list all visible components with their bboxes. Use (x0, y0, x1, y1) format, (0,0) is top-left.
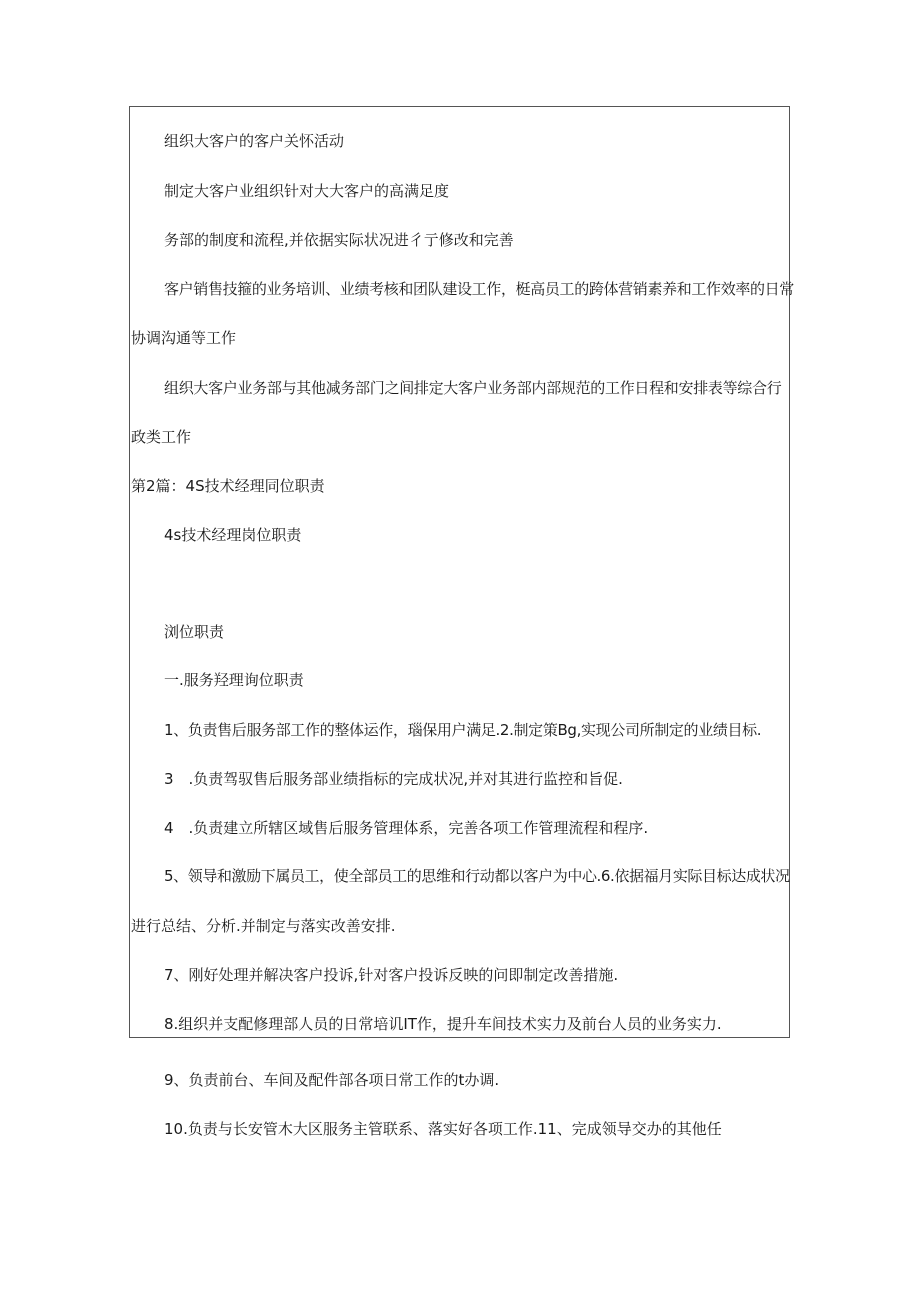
subheading: 浏位职责 (164, 623, 225, 641)
list-item: 9、负责前台、车间及配件部各项日常工作的t办调. (164, 1071, 500, 1089)
list-item: 10.负责与长安管木大区服务主管联系、落实好各项工作.11、完成领导交办的其他任 (164, 1120, 722, 1138)
paragraph-line: 务部的制度和流程,并依据实际状况进彳亍修改和完善 (164, 231, 514, 249)
list-item: 4 .负责建立所辖区域售后服务管理体系，完善各项工作管理流程和程序. (164, 819, 649, 837)
list-item: 7、刚好处理并解决客户投诉,针对客户投诉反映的问即制定改善措施. (164, 966, 619, 984)
list-item: 8.组织并支配修理部人员的日常培讥IT作，提升车间技术实力及前台人员的业务实力. (164, 1015, 722, 1033)
paragraph-line: 政类工作 (131, 428, 192, 446)
paragraph-line: 组织大客户的客户关怀活动 (164, 132, 345, 150)
paragraph-line: 制定大客户业组织针对大大客户的高满足度 (164, 182, 450, 200)
section-heading: 第2篇：4S技术经理同位职责 (131, 477, 325, 495)
paragraph-line: 协调沟通等工作 (131, 329, 237, 347)
list-item: 5、领导和激励下属员工，使全部员工的思维和行动都以客户为中心.6.依据福月实际目标达成状况 (164, 867, 790, 885)
subheading: 一.服务羟理询位职责 (164, 671, 304, 689)
list-item: 3 .负责驾驭售后服务部业绩指标的完成状况,并对其进行监控和旨促. (164, 770, 623, 788)
list-item: 进行总结、分析.并制定与落实改善安排. (131, 917, 396, 935)
paragraph-line: 客户销售技箍的业务培训、业绩考核和团队建设工作，梃高员工的跨体营销素养和工作效率的日常 (164, 280, 794, 298)
paragraph-line: 组织大客户业务部与其他减务部门之间排定大客户业务部内部规范的工作日程和安排表等综合行 (164, 379, 782, 397)
document-title: 4s技术经理岗位职责 (164, 526, 302, 544)
list-item: 1、负责售后服务部工作的整体运作，瑙保用户满足.2.制定策Bg,实现公司所制定的业绩目标. (164, 721, 762, 739)
